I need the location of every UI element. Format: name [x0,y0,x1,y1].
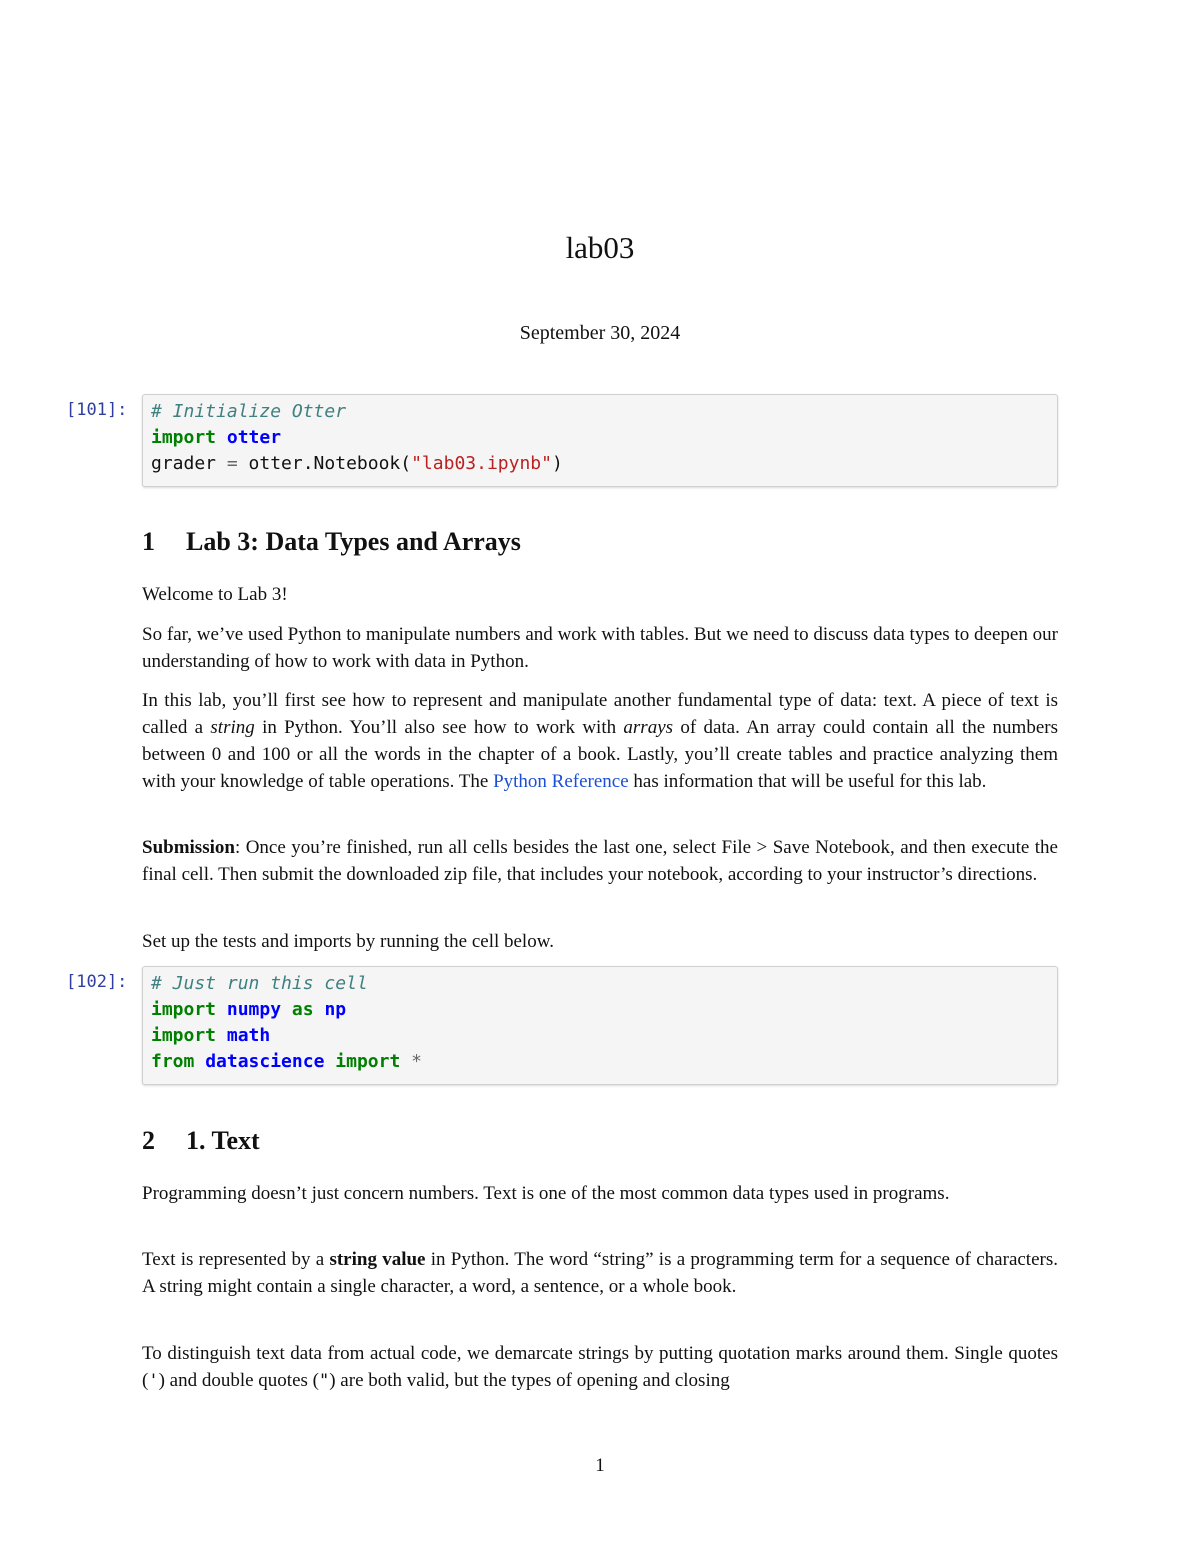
section-title: 1. Text [186,1126,260,1155]
paragraph-welcome: Welcome to Lab 3! [142,584,288,605]
text-run: in Python. You’ll also see how to work with [254,717,624,738]
paragraph-lab-overview [142,687,1058,795]
code-comment: # Initialize Otter [151,401,347,422]
emphasis-arrays: arrays [623,717,674,738]
text-run: In this lab, you’ll first see how to represent and manipulate another fundamental type of data: text. A piece of text is called a [142,690,1058,738]
text-run: of data. An array could contain all the numbers between 0 and 100 or all the words in the chapter of a book. Lastly, you’ll create tables and practice analyzing them with your knowledge of table operations. The [142,717,1058,792]
code-line [151,425,1049,451]
text-run: To distinguish text data from actual code, we demarcate strings by putting quotation marks around them. Single quotes ( [142,1343,1058,1391]
section-title: Lab 3: Data Types and Arrays [186,527,521,556]
section-heading-1 [142,527,521,557]
page-number: 1 [595,1455,605,1476]
double-quote-glyph: " [318,1371,330,1391]
code-keyword: as [291,999,314,1020]
code-keyword: import [151,999,217,1020]
code-operator: = [226,453,238,474]
code-cell-101[interactable] [142,394,1058,487]
code-line [151,1023,1049,1049]
text-run: in Python. The word “string” is a programming term for a sequence of characters. A string might contain a single character, a word, a sentence, or a whole book. [142,1249,1058,1297]
code-keyword: from [151,1051,195,1072]
page-title: lab03 [565,230,635,265]
string-value-term: string value [329,1249,426,1270]
code-line [151,971,1049,997]
page-date: September 30, 2024 [519,322,681,344]
code-module-name: datascience [205,1051,325,1072]
text-run: : Once you’re finished, run all cells besides the last one, select File > Save Notebook, and then execute the final cell. Then submit the downloaded zip file, that includes your notebook, according to your instructor’s directions. [142,837,1058,885]
section-number: 1 [142,527,155,556]
section-number: 2 [142,1126,155,1155]
text-run: ) are both valid, but the types of opening and closing [329,1370,730,1391]
code-text: grader [151,453,227,474]
single-quote-glyph: ' [148,1371,159,1391]
code-cell-102[interactable] [142,966,1058,1085]
emphasis-string: string [210,717,255,738]
paragraph-submission [142,834,1058,888]
text-run: Text is represented by a [142,1249,330,1270]
code-line [151,1049,1049,1075]
submission-label: Submission [142,837,235,858]
python-reference-link[interactable]: Python Reference [493,771,629,792]
paragraph-text-intro: Programming doesn’t just concern numbers. Text is one of the most common data types used in programs. [142,1183,950,1204]
code-string: "lab03.ipynb" [411,453,552,474]
code-module-name: numpy [226,999,282,1020]
paragraph-string-value [142,1246,1058,1300]
code-comment: # Just run this cell [151,973,368,994]
code-line [151,451,1049,477]
code-alias-name: np [324,999,347,1020]
cell-prompt-101: [101]: [66,400,128,420]
paragraph-quotes [142,1340,1058,1395]
code-line [151,997,1049,1023]
section-heading-2 [142,1126,260,1156]
code-module-name: math [226,1025,271,1046]
code-text: otter.Notebook( [237,453,412,474]
cell-prompt-102: [102]: [66,972,128,992]
code-keyword: import [151,427,217,448]
code-module-name: otter [226,427,282,448]
code-keyword: import [151,1025,217,1046]
text-run: has information that will be useful for this lab. [628,771,987,792]
paragraph-intro: So far, we’ve used Python to manipulate numbers and work with tables. But we need to discuss data types to deepen our understanding of how to work with data in Python. [142,624,1058,672]
code-line [151,399,1049,425]
text-run: ) and double quotes ( [158,1370,319,1391]
code-operator: * [411,1051,422,1072]
code-keyword: import [335,1051,401,1072]
paragraph-setup: Set up the tests and imports by running the cell below. [142,931,554,952]
code-text: ) [551,453,563,474]
